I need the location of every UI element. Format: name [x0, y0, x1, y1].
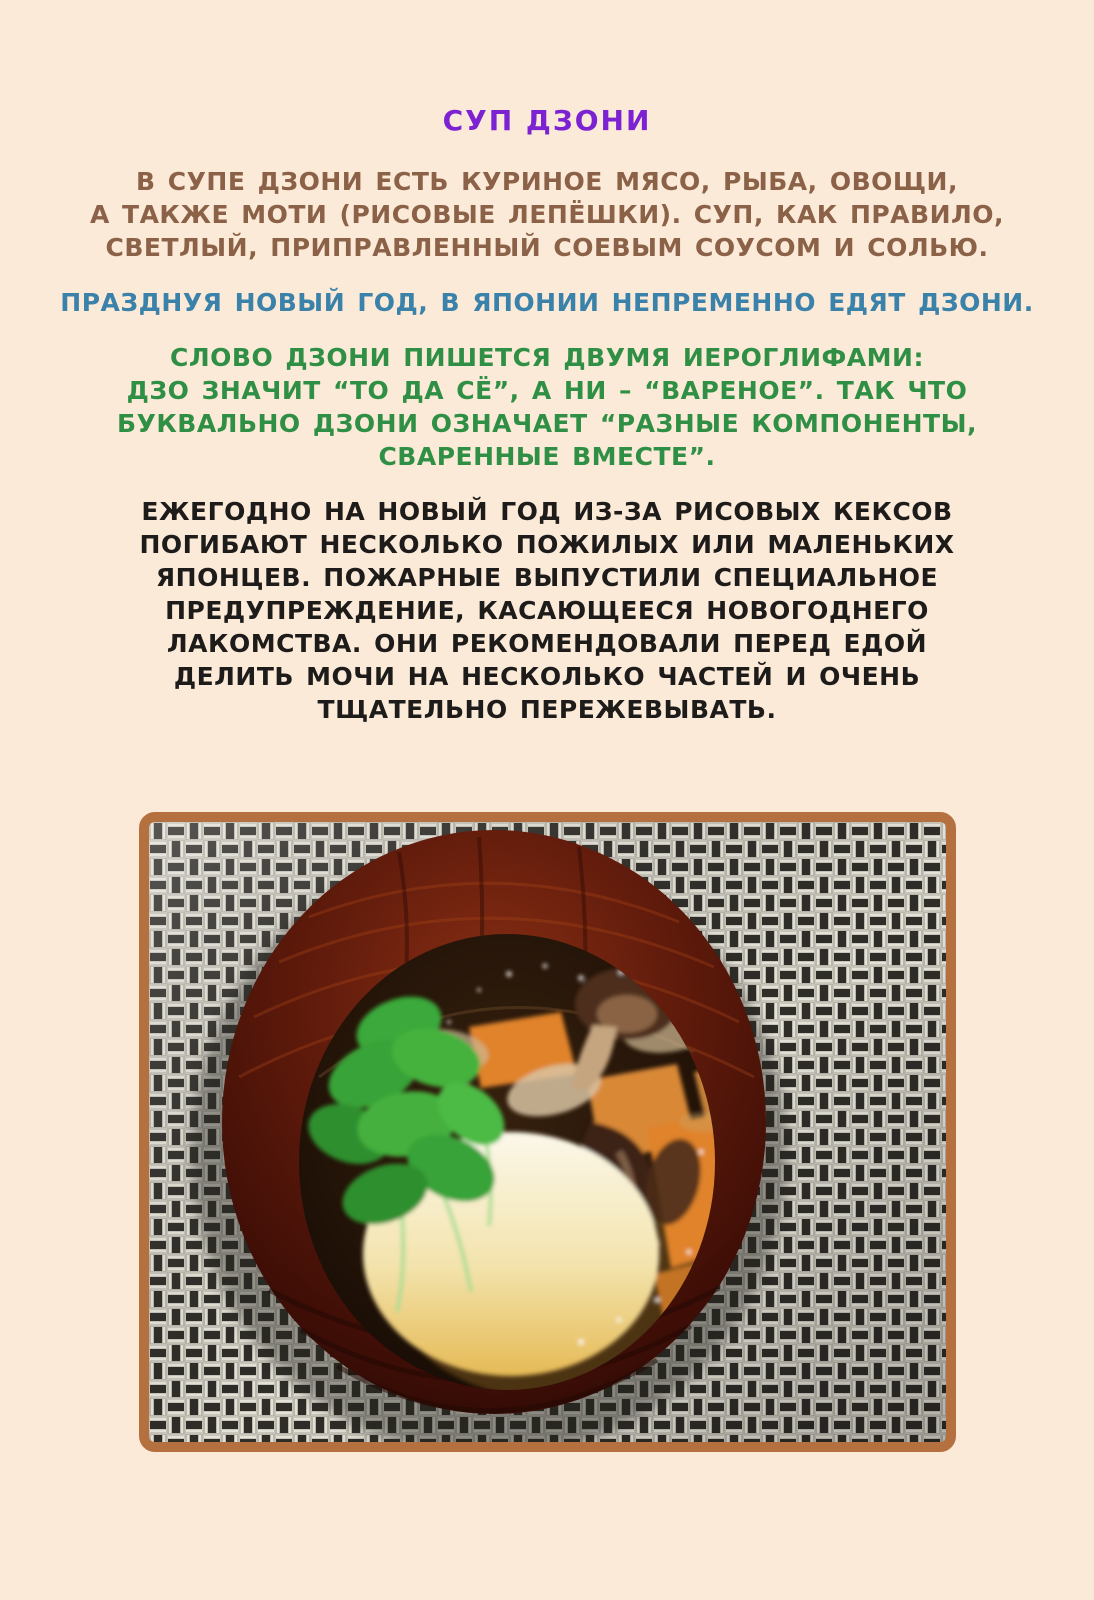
paragraph-line: ПОГИБАЮТ НЕСКОЛЬКО ПОЖИЛЫХ ИЛИ МАЛЕНЬКИХ: [139, 530, 955, 559]
paragraph-line: ПРАЗДНУЯ НОВЫЙ ГОД, В ЯПОНИИ НЕПРЕМЕННО ЕДЯТ ДЗОНИ.: [60, 288, 1034, 317]
paragraph-line: ЛАКОМСТВА. ОНИ РЕКОМЕНДОВАЛИ ПЕРЕД ЕДОЙ: [166, 629, 928, 658]
paragraph-line: БУКВАЛЬНО ДЗОНИ ОЗНАЧАЕТ “РАЗНЫЕ КОМПОНЕНТЫ,: [117, 409, 977, 438]
paragraph-ingredients: [0, 165, 1094, 264]
zoni-soup-photo-art: [149, 822, 946, 1442]
paragraph-line: ТЩАТЕЛЬНО ПЕРЕЖЕВЫВАТЬ.: [317, 695, 777, 724]
paragraph-etymology: [0, 341, 1094, 473]
paragraph-line: СЛОВО ДЗОНИ ПИШЕТСЯ ДВУМЯ ИЕРОГЛИФАМИ:: [170, 343, 924, 372]
paragraph-line: ДЗО ЗНАЧИТ “ТО ДА СЁ”, А НИ – “ВАРЕНОЕ”. ТАК ЧТО: [126, 376, 968, 405]
paragraph-line: СВАРЕННЫЕ ВМЕСТЕ”.: [378, 442, 716, 471]
paragraph-line: ПРЕДУПРЕЖДЕНИЕ, КАСАЮЩЕЕСЯ НОВОГОДНЕГО: [165, 596, 929, 625]
paragraph-line: ДЕЛИТЬ МОЧИ НА НЕСКОЛЬКО ЧАСТЕЙ И ОЧЕНЬ: [173, 662, 921, 691]
paragraph-line: В СУПЕ ДЗОНИ ЕСТЬ КУРИНОЕ МЯСО, РЫБА, ОВОЩИ,: [136, 167, 958, 196]
paragraph-warning: [0, 495, 1094, 726]
paragraph-tradition: [0, 286, 1094, 319]
page-title: СУП ДЗОНИ: [442, 104, 652, 137]
paragraph-line: СВЕТЛЫЙ, ПРИПРАВЛЕННЫЙ СОЕВЫМ СОУСОМ И СОЛЬЮ.: [105, 233, 989, 262]
paragraph-line: ЕЖЕГОДНО НА НОВЫЙ ГОД ИЗ-ЗА РИСОВЫХ КЕКСОВ: [141, 497, 953, 526]
zoni-soup-photo: [139, 812, 956, 1452]
paragraph-line: ЯПОНЦЕВ. ПОЖАРНЫЕ ВЫПУСТИЛИ СПЕЦИАЛЬНОЕ: [155, 563, 939, 592]
paragraph-line: А ТАКЖЕ МОТИ (РИСОВЫЕ ЛЕПЁШКИ). СУП, КАК ПРАВИЛО,: [89, 200, 1005, 229]
